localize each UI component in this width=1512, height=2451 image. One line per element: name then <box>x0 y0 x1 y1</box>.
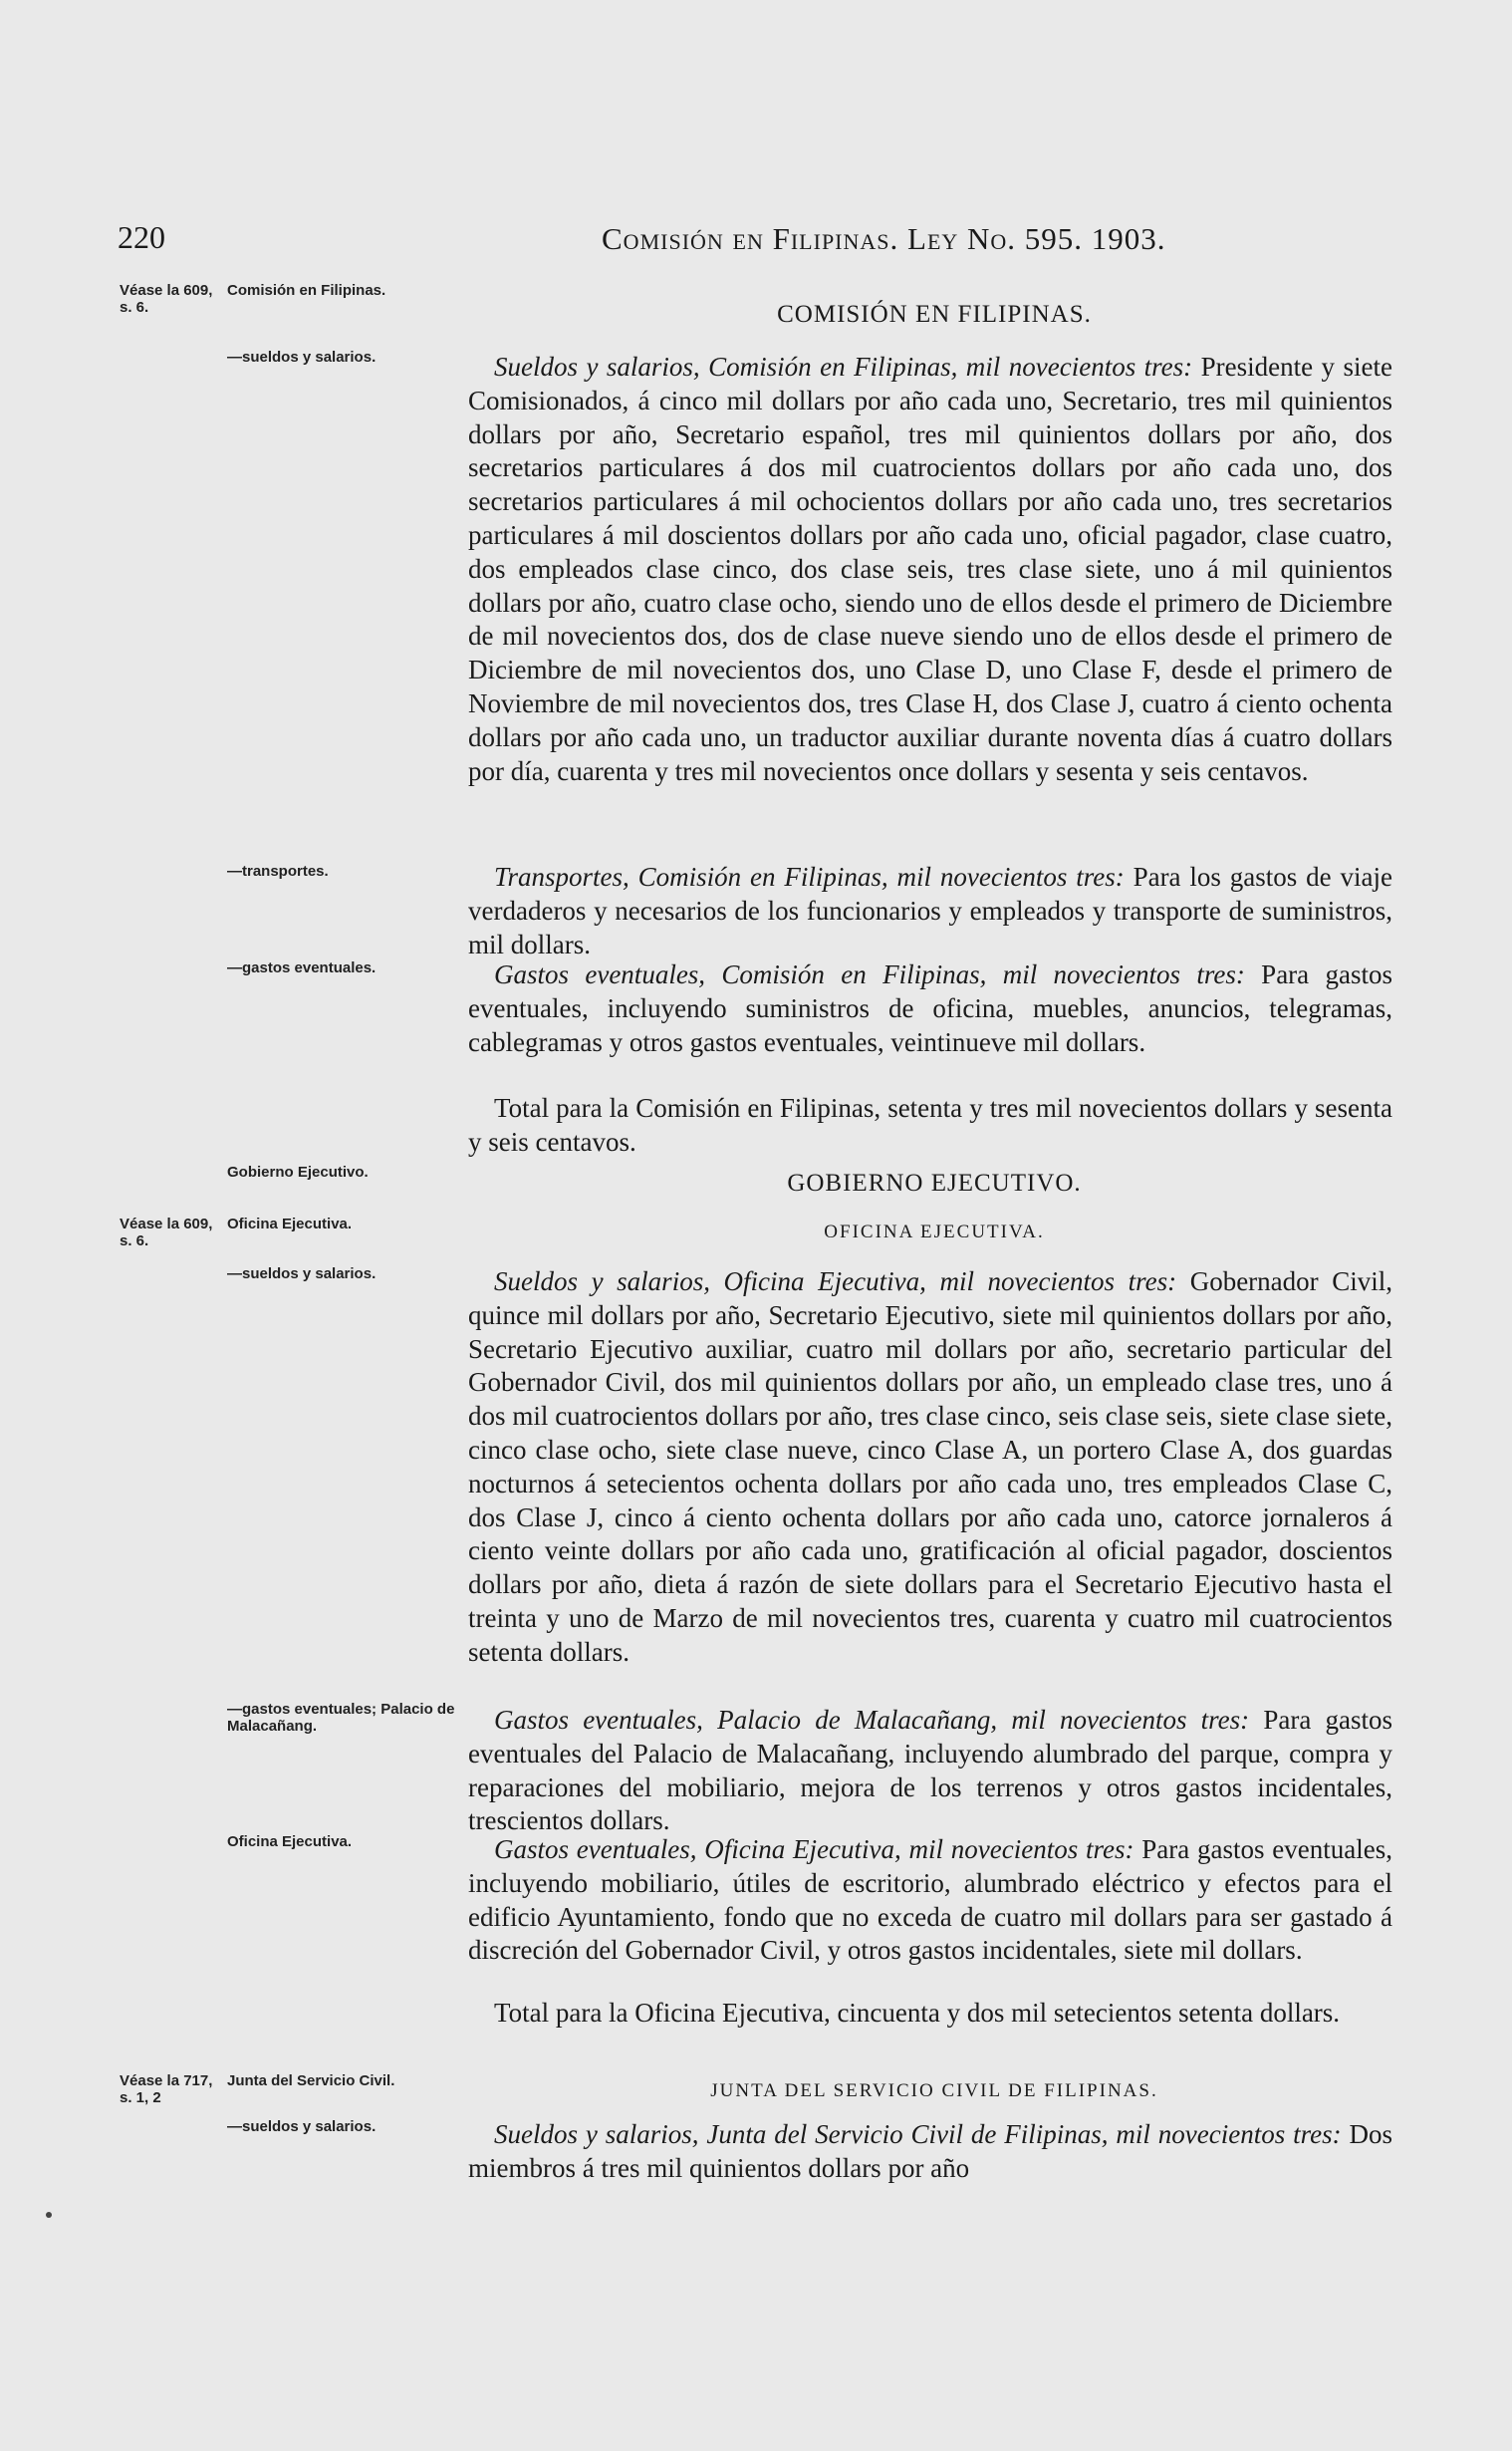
body-paragraph <box>468 1092 1392 1160</box>
margin-note: Comisión en Filipinas. <box>227 282 386 299</box>
margin-reference: Véase la 717, s. 1, 2 <box>120 2072 213 2106</box>
subsection-heading: OFICINA EJECUTIVA. <box>824 1222 1045 1242</box>
margin-reference: Véase la 609, s. 6. <box>120 282 213 316</box>
margin-note: —sueldos y salarios. <box>227 1265 377 1282</box>
margin-note: —transportes. <box>227 863 329 880</box>
paragraph-lead: Sueldos y salarios, Oficina Ejecutiva, mil novecientos tres: <box>494 1266 1177 1296</box>
ink-speck <box>46 2212 52 2218</box>
body-paragraph <box>468 1997 1392 2031</box>
body-paragraph <box>468 1833 1392 1968</box>
margin-note: Junta del Servicio Civil. <box>227 2072 395 2089</box>
margin-note: —sueldos y salarios. <box>227 2118 377 2135</box>
running-head: Comisión en Filipinas. Ley No. 595. 1903. <box>602 221 1166 256</box>
paragraph-body: Para gastos eventuales, incluyendo suministros de oficina, muebles, anuncios, telegramas, cablegramas y otros gastos eventuales, veintinueve mil dollars. <box>468 959 1392 1057</box>
paragraph-body: Presidente y siete Comisionados, á cinco mil dollars por año cada uno, Secretario, tres mil quinientos dollars por año, Secretario español, tres mil quinientos dollars por año, dos secretarios particulares á dos mil cuatrocientos dollars por año cada uno, dos secretarios particulares á mil ochocientos dollars por año cada uno, tres secretarios particulares á mil doscientos dollars por año cada uno, oficial pagador, clase cuatro, dos empleados clase cinco, dos clase seis, tres clase siete, uno á mil quinientos dollars por año, cuatro clase ocho, siendo uno de ellos desde el primero de Diciembre de mil novecientos dos, dos de clase nueve siendo uno de ellos desde el primero de Diciembre de mil novecientos dos, uno Clase D, uno Clase F, desde el primero de Noviembre de mil novecientos dos, tres Clase H, dos Clase J, cuatro á ciento ochenta dollars por año cada uno, un traductor auxiliar durante noventa días á cuatro dollars por día, cuarenta y tres mil novecientos once dollars y sesenta y seis centavos. <box>468 352 1392 786</box>
paragraph-body: Para gastos eventuales del Palacio de Malacañang, incluyendo alumbrado del parque, compra y reparaciones del mobiliario, mejora de los terrenos y otros gastos incidentales, trescientos dollars. <box>468 1705 1392 1836</box>
paragraph-lead: Sueldos y salarios, Junta del Servicio Civil de Filipinas, mil novecientos tres: <box>494 2119 1342 2149</box>
margin-note: Gobierno Ejecutivo. <box>227 1164 369 1181</box>
margin-note: —gastos eventuales. <box>227 959 377 976</box>
body-paragraph <box>468 1704 1392 1838</box>
subsection-heading: JUNTA DEL SERVICIO CIVIL DE FILIPINAS. <box>710 2080 1158 2101</box>
paragraph-lead: Transportes, Comisión en Filipinas, mil novecientos tres: <box>494 862 1125 892</box>
body-paragraph <box>468 2118 1392 2186</box>
paragraph-lead: Sueldos y salarios, Comisión en Filipinas, mil novecientos tres: <box>494 352 1193 382</box>
paragraph-body: Dos miembros á tres mil quinientos dollars por año <box>468 2119 1393 2183</box>
paragraph-body: Gobernador Civil, quince mil dollars por año, Secretario Ejecutivo, siete mil quinientos dollars por año, Secretario Ejecutivo auxiliar, cuatro mil dollars por año, secretario particular del Gobernador Civil, dos mil quinientos dollars por año, un empleado clase tres, uno á dos mil cuatrocientos dollars por año, tres clase cinco, seis clase seis, siete clase siete, cinco clase ocho, siete clase nueve, cinco Clase A, un portero Clase A, dos guardas nocturnos á setecientos ochenta dollars por año cada uno, tres empleados Clase C, dos Clase J, cinco á ciento ochenta dollars por año cada uno, catorce jornaleros á ciento veinte dollars por año cada uno, gratificación al oficial pagador, doscientos dollars por año, dieta á razón de siete dollars para el Secretario Ejecutivo hasta el treinta y uno de Marzo de mil novecientos tres, cuarenta y cuatro mil cuatrocientos setenta dollars. <box>468 1266 1393 1667</box>
section-heading: GOBIERNO EJECUTIVO. <box>787 1170 1082 1197</box>
body-paragraph <box>468 351 1392 788</box>
body-paragraph <box>468 861 1392 961</box>
margin-note: Oficina Ejecutiva. <box>227 1833 353 1850</box>
paragraph-body: Para gastos eventuales, incluyendo mobiliario, útiles de escritorio, alumbrado eléctrico y efectos para el edificio Ayuntamiento, fondo que no exceda de cuatro mil dollars para ser gastado á discreción del Gobernador Civil, y otros gastos incidentales, siete mil dollars. <box>468 1834 1392 1966</box>
paragraph-lead: Gastos eventuales, Oficina Ejecutiva, mil novecientos tres: <box>494 1834 1134 1864</box>
page-number: 220 <box>118 219 165 255</box>
paragraph-body: Total para la Comisión en Filipinas, setenta y tres mil novecientos dollars y sesenta y seis centavos. <box>468 1093 1392 1157</box>
page-header <box>118 219 1273 259</box>
body-paragraph <box>468 958 1392 1059</box>
paragraph-body: Total para la Oficina Ejecutiva, cincuenta y dos mil setecientos setenta dollars. <box>494 1998 1341 2028</box>
margin-note: Oficina Ejecutiva. <box>227 1216 353 1232</box>
section-heading: COMISIÓN EN FILIPINAS. <box>777 301 1092 328</box>
margin-note: —sueldos y salarios. <box>227 349 377 366</box>
margin-note: —gastos eventuales; Palacio de Malacañang. <box>227 1701 455 1735</box>
body-paragraph <box>468 1265 1392 1670</box>
paragraph-lead: Gastos eventuales, Palacio de Malacañang, mil novecientos tres: <box>494 1705 1250 1735</box>
paragraph-lead: Gastos eventuales, Comisión en Filipinas, mil novecientos tres: <box>494 959 1245 989</box>
paragraph-body: Para los gastos de viaje verdaderos y necesarios de los funcionarios y empleados y transporte de suministros, mil dollars. <box>468 862 1392 959</box>
margin-reference: Véase la 609, s. 6. <box>120 1216 213 1249</box>
